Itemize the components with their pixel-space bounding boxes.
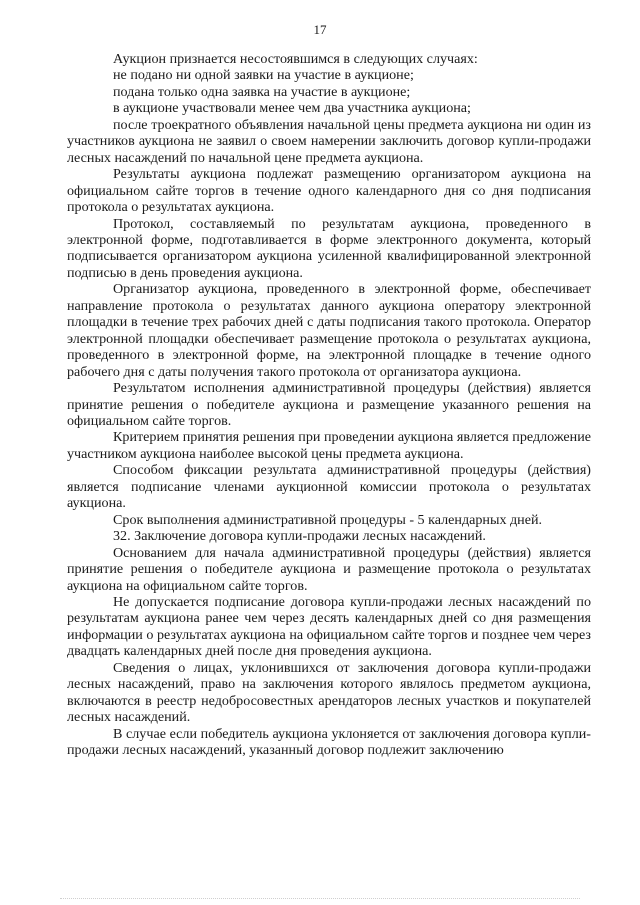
- paragraph-signing-timing: Не допускается подписание договора купли-продажи лесных насаждений по результатам аукциона ранее чем через десять календарных дней со дня размещения информации о результатах аукциона на официальном сайте торгов и позднее чем через двадцать календарных дней после дня проведения аукциона.: [67, 593, 591, 660]
- paragraph-evaders-registry: Сведения о лицах, уклонившихся от заключения договора купли-продажи лесных насаждений, право на заключения которого являлось предметом аукциона, включаются в реестр недобросовестных арендаторов лесных участков и покупателей лесных насаждений.: [67, 659, 591, 726]
- paragraph-results-publication: Результаты аукциона подлежат размещению организатором аукциона на официальном сайте торгов в течение одного календарного дня со дня подписания протокола о результатах аукциона.: [67, 166, 591, 216]
- paragraph-procedure-basis: Основанием для начала административной процедуры (действия) является принятие решения о победителе аукциона и размещение протокола о результатах аукциона на официальном сайте торгов.: [67, 544, 591, 594]
- paragraph-procedure-result: Результатом исполнения административной процедуры (действия) является принятие решения о победителе аукциона и размещение указанного решения на официальном сайте торгов.: [67, 380, 591, 429]
- paragraph-fixation-method: Способом фиксации результата административной процедуры (действия) является подписание членами аукционной комиссии протокола о результатах аукциона.: [67, 462, 591, 512]
- paragraph-winner-evasion: В случае если победитель аукциона уклоняется от заключения договора купли-продажи лесных насаждений, указанный договор подлежит заключению: [67, 725, 591, 759]
- document-body: [67, 51, 591, 758]
- paragraph-section-32-heading: 32. Заключение договора купли-продажи лесных насаждений.: [113, 528, 486, 545]
- paragraph-decision-criterion: Критерием принятия решения при проведении аукциона является предложение участником аукциона наиболее высокой цены предмета аукциона.: [67, 429, 591, 462]
- paragraph-fewer-than-two-participants: в аукционе участвовали менее чем два участника аукциона;: [113, 100, 471, 117]
- paragraph-electronic-protocol: Протокол, составляемый по результатам аукциона, проведенного в электронной форме, подготавливается в форме электронного документа, который подписывается организатором аукциона усиленной квалифицированной электронной подписью в день проведения аукциона.: [67, 215, 591, 281]
- paragraph-single-application: подана только одна заявка на участие в аукционе;: [113, 83, 411, 100]
- scan-footer-marks: [60, 898, 580, 901]
- paragraph-procedure-duration: Срок выполнения административной процедуры - 5 календарных дней.: [113, 511, 543, 528]
- paragraph-no-applications: не подано ни одной заявки на участие в аукционе;: [113, 67, 414, 84]
- paragraph-auction-failed-cases: Аукцион признается несостоявшимся в следующих случаях:: [113, 51, 478, 67]
- page-number: 17: [313, 22, 327, 37]
- paragraph-protocol-delivery: Организатор аукциона, проведенного в электронной форме, обеспечивает направление протокола о результатах данного аукциона оператору электронной площадки в течение трех рабочих дней с даты подписания такого протокола. Оператор электронной площадки обеспечивает размещение протокола о результатах аукциона, проведенного в электронной форме, на электронной площадке в течение одного рабочего дня с даты получения такого протокола от организатора аукциона.: [67, 281, 591, 380]
- paragraph-no-intent-after-announcement: после троекратного объявления начальной цены предмета аукциона ни один из участников аукциона не заявил о своем намерении заключить договор купли-продажи лесных насаждений по начальной цене предмета аукциона.: [67, 116, 591, 166]
